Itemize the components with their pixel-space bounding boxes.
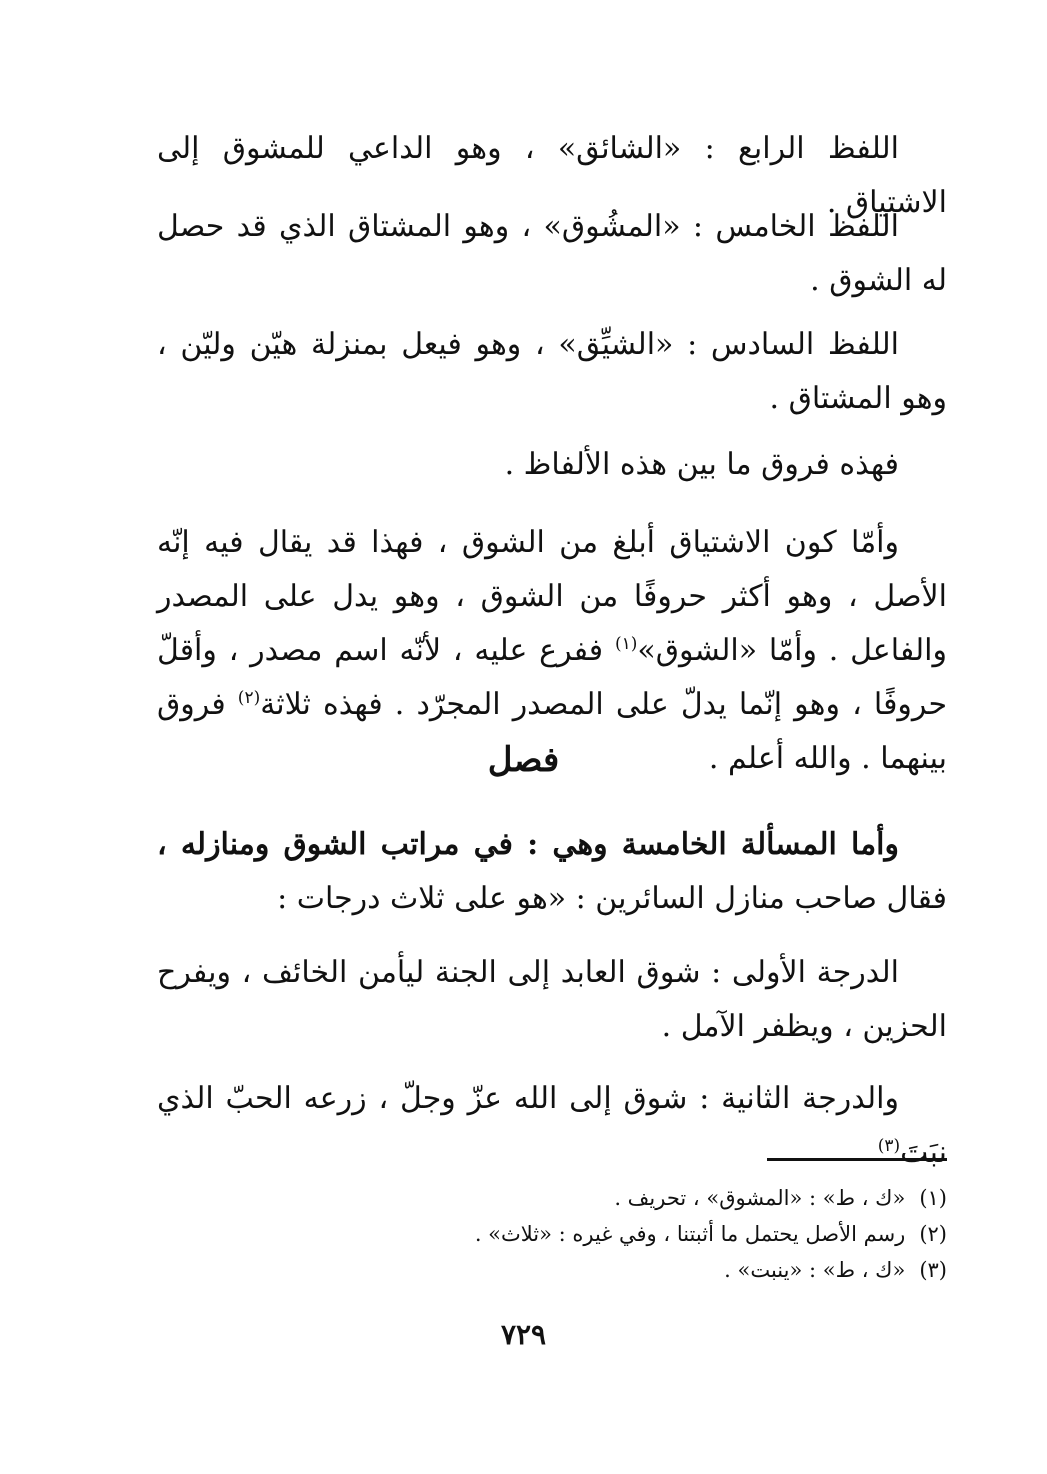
paragraph-fifth-term: اللفظ الخامس : «المشُوق» ، وهو المشتاق الذي قد حصل له الشوق . — [157, 209, 947, 298]
question-bold-text: وأما المسألة الخامسة وهي : في مراتب الشوق ومنازله ، — [157, 827, 899, 862]
paragraph-text-b: ففرع عليه ، لأنّه اسم مصدر ، وأقلّ حروفًا ، وهو إنّما يدلّ على المصدر المجرّد . فهذه ثلاثة — [157, 633, 947, 722]
footnote-ref-1: (١) — [614, 634, 638, 654]
paragraph-second-degree — [157, 1072, 947, 1180]
footnote-text: «ك ، ط» : «ينبت» . — [724, 1258, 906, 1282]
paragraph-text-c: فروق بينهما . والله أعلم . — [157, 687, 947, 776]
footnotes-section — [157, 1180, 947, 1288]
paragraph-sixth-term: اللفظ السادس : «الشيِّق» ، وهو فيعل بمنزلة هيّن وليّن ، وهو المشتاق . — [157, 327, 947, 416]
footnote-divider — [767, 1158, 947, 1161]
footnote-number: (١) — [919, 1186, 947, 1210]
footnote-ref-3: (٣) — [877, 1136, 901, 1156]
question-rest-text: فقال صاحب منازل السائرين : «هو على ثلاث درجات : — [277, 881, 947, 916]
page-number: ٧٢٩ — [500, 1318, 547, 1351]
footnote-item — [157, 1180, 947, 1216]
footnote-text: «ك ، ط» : «المشوق» ، تحريف . — [614, 1186, 906, 1210]
footnote-item — [157, 1216, 947, 1252]
footnote-number: (٣) — [919, 1258, 947, 1282]
paragraph-fourth-term: اللفظ الرابع : «الشائق» ، وهو الداعي للمشوق إلى الاشتياق . — [157, 131, 947, 220]
footnote-item — [157, 1252, 947, 1288]
footnote-text: رسم الأصل يحتمل ما أثبتنا ، وفي غيره : «ثلاث» . — [474, 1222, 906, 1246]
footnote-ref-2: (٢) — [237, 688, 261, 708]
section-heading: فصل — [487, 740, 560, 780]
second-degree-text: والدرجة الثانية : شوق إلى الله عزّ وجلّ ، زرعه الحبّ الذي نبَتَ — [157, 1081, 947, 1170]
footnote-number: (٢) — [919, 1222, 947, 1246]
paragraph-first-degree: الدرجة الأولى : شوق العابد إلى الجنة ليأمن الخائف ، ويفرح الحزين ، ويظفر الآمل . — [157, 955, 947, 1044]
paragraph-text-a: وأمّا كون الاشتياق أبلغ من الشوق ، فهذا قد يقال فيه إنّه الأصل ، وهو أكثر حروفًا من الشوق ، وهو يدل على المصدر والفاعل . وأمّا «الشوق» — [157, 525, 947, 668]
paragraph-fifth-question — [157, 818, 947, 926]
paragraph-differences-summary: فهذه فروق ما بين هذه الألفاظ . — [504, 447, 899, 482]
